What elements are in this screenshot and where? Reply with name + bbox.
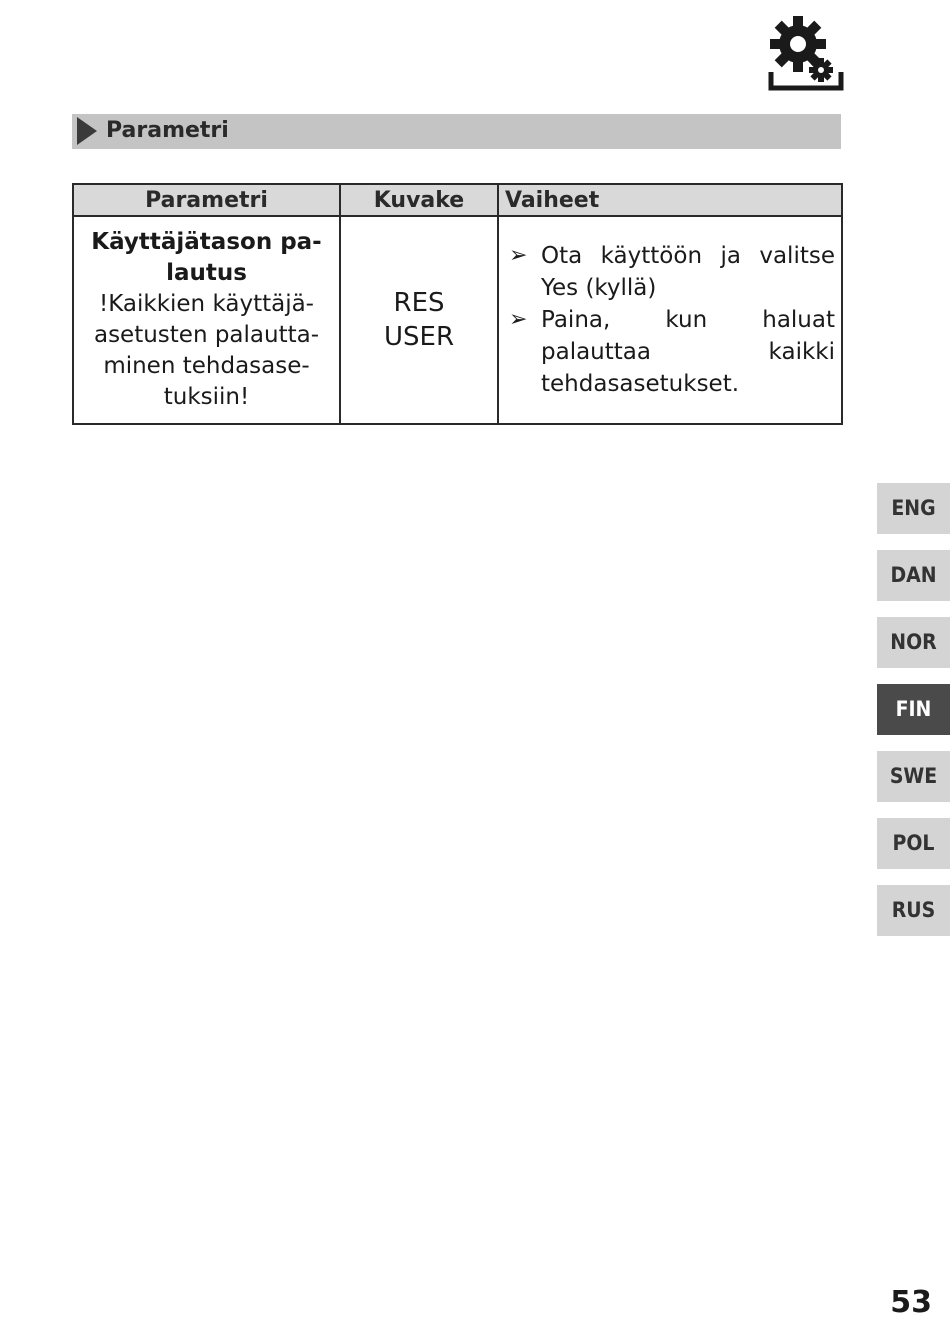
steps-cell [498, 216, 842, 424]
parameter-warning-line-4: tuksiin! [163, 384, 250, 410]
parameter-name-line-2: lautus [166, 260, 247, 286]
parameter-warning-line-3: minen tehdasase- [103, 353, 310, 379]
table-header-row [73, 184, 842, 216]
table-row [73, 216, 842, 424]
parameter-warning-line-1: !Kaikkien käyttäjä- [99, 291, 314, 317]
header-icon: Kuvake [340, 184, 498, 216]
icon-label-line-1: RES [393, 288, 445, 318]
parameter-cell [73, 216, 340, 424]
arrow-bullet-icon: ➢ [509, 307, 528, 332]
section-title: Parametri [106, 118, 229, 143]
language-tabs [877, 483, 950, 952]
language-tab-rus[interactable]: RUS [877, 885, 950, 936]
settings-gears-icon [768, 14, 844, 92]
arrow-bullet-icon: ➢ [509, 243, 528, 268]
language-tab-swe[interactable]: SWE [877, 751, 950, 802]
header-steps: Vaiheet [498, 184, 842, 216]
step-item [505, 240, 835, 304]
triangle-marker-icon [77, 117, 97, 145]
step-text-2: Paina, kun haluat palauttaa kaikki tehdasasetukset. [541, 307, 835, 397]
language-tab-nor[interactable]: NOR [877, 617, 950, 668]
step-item [505, 304, 835, 400]
language-tab-pol[interactable]: POL [877, 818, 950, 869]
parameter-warning-line-2: asetusten palautta- [93, 322, 320, 348]
icon-cell [340, 216, 498, 424]
language-tab-eng[interactable]: ENG [877, 483, 950, 534]
header-parameter: Parametri [73, 184, 340, 216]
language-tab-fin[interactable]: FIN [877, 684, 950, 735]
page-number: 53 [890, 1285, 932, 1320]
icon-label-line-2: USER [383, 322, 455, 352]
step-text-1: Ota käyttöön ja valitse Yes (kyllä) [541, 243, 835, 301]
language-tab-dan[interactable]: DAN [877, 550, 950, 601]
parameter-table [72, 183, 843, 425]
section-header-bar [72, 114, 841, 149]
parameter-name-line-1: Käyttäjätason pa- [91, 229, 322, 255]
